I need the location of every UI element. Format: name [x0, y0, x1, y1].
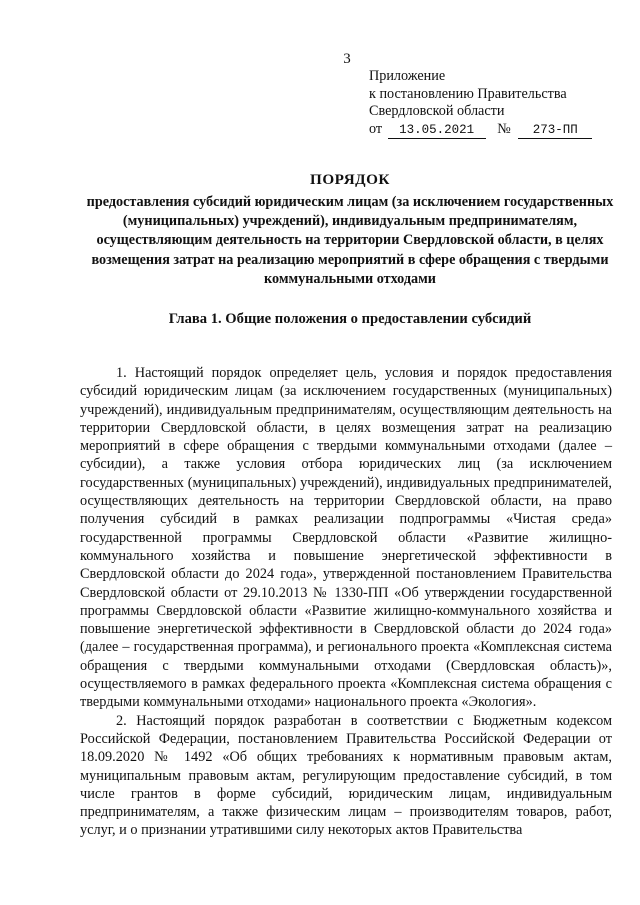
paragraph-1: 1. Настоящий порядок определяет цель, условия и порядок предоставления субсидий юридическим лицам (за исключением государственных (муниципальных) учреждений), индивидуальным предпринимателям, осуществляющим деятельность на территории Свердловской области, в целях возмещения затрат на реализацию мероприятий в сфере обращения с твердыми коммунальными отходами (далее – субсидии), а также условия отбора юридических лиц (за исключением государственных (муниципальных) учреждений), индивидуальных предпринимателей, осуществляющих деятельность на территории Свердловской области, на право получения субсидий в рамках реализации подпрограммы «Чистая среда» государственной программы Свердловской области «Развитие жилищно-коммунального хозяйства и повышение энергетической эффективности в Свердловской области до 2024 года», утвержденной постановлением Правительства Свердловской области от 29.10.2013 № 1330-ПП «Об утверждении государственной программы Свердловской области «Развитие жилищно-коммунального хозяйства и повышение энергетической эффективности в Свердловской области до 2024 года» (далее – государственная программа), и регионального проекта «Комплексная система обращения с твердыми коммунальными отходами (Свердловская область)», осуществляемого в рамках федерального проекта «Комплексная система обращения с твердыми коммунальными отходами» национального проекта «Экология». [80, 365, 612, 711]
approval-date-number-line [369, 121, 619, 139]
from-label: от [369, 120, 383, 137]
approval-region: Свердловской области [369, 103, 505, 120]
title-block [80, 170, 620, 289]
approval-block [369, 68, 619, 139]
approval-label: Приложение [369, 68, 446, 84]
approval-number: 273-ПП [518, 123, 592, 139]
body-text [80, 364, 612, 840]
approval-resolution: к постановлению Правительства [369, 85, 567, 102]
approval-date: 13.05.2021 [388, 123, 486, 139]
document-subtitle: предоставления субсидий юридическим лицам (за исключением государственных (муниципальных) учреждений), индивидуальным предпринимателям, осуществляющим деятельность на территории Свердловской области, в целях возмещения затрат на реализацию мероприятий в сфере обращения с твердыми коммунальными отходами [86, 194, 614, 287]
document-title: ПОРЯДОК [310, 171, 390, 188]
page-number: 3 [343, 51, 351, 67]
chapter-heading: Глава 1. Общие положения о предоставлении субсидий [168, 311, 532, 327]
number-label: № [497, 120, 511, 137]
paragraph-2: 2. Настоящий порядок разработан в соответствии с Бюджетным кодексом Российской Федерации, постановлением Правительства Российской Федерации от 18.09.2020 № 1492 «Об общих требованиях к нормативным правовым актам, муниципальным правовым актам, регулирующим предоставление субсидий, в том числе грантов в форме субсидий, юридическим лицам, индивидуальным предпринимателям, а также физическим лицам – производителям товаров, работ, услуг, и о признании утратившими силу некоторых актов Правительства [80, 712, 612, 839]
